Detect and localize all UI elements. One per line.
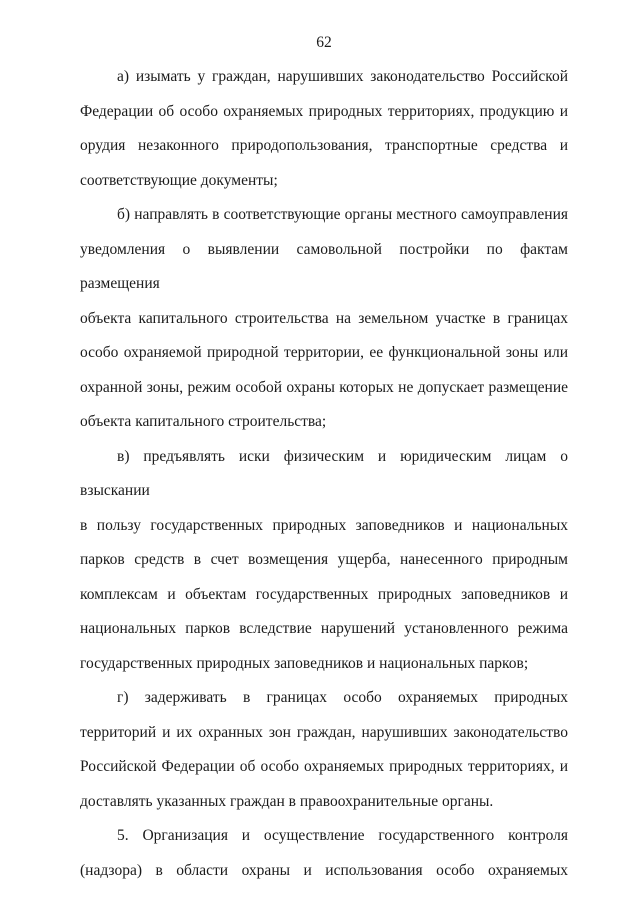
text-line-item-a-1: а) изымать у граждан, нарушивших законодательство Российской (117, 68, 568, 85)
text-line-item-a-4: соответствующие документы; (80, 171, 278, 189)
text-line-item-v-6: государственных природных заповедников и национальных парков; (80, 654, 529, 672)
text-line-item-g-1: г) задерживать в границах особо охраняемых природных (117, 689, 568, 706)
text-line-item-g-3: Российской Федерации об особо охраняемых природных территориях, и (80, 758, 568, 775)
page-number: 62 (316, 34, 332, 51)
text-line-item-v-4: комплексам и объектам государственных природных заповедников и (80, 585, 568, 603)
text-line-item-b-1: б) направлять в соответствующие органы местного самоуправления (117, 206, 568, 223)
text-line-item-b-2: уведомления о выявлении самовольной постройки по фактам размещения (80, 240, 568, 292)
text-line-item-a-3: орудия незаконного природопользования, транспортные средства и (80, 137, 568, 154)
document-body (80, 60, 568, 888)
text-line-item-g-2: территорий и их охранных зон граждан, нарушивших законодательство (80, 723, 568, 741)
text-line-clause-5-2: (надзора) в области охраны и использования особо охраняемых (80, 861, 568, 879)
text-line-item-b-6: объекта капитального строительства; (80, 413, 327, 430)
text-line-clause-5-1: 5. Организация и осуществление государственного контроля (117, 827, 568, 844)
text-line-item-b-5: охранной зоны, режим особой охраны которых не допускает размещение (80, 378, 568, 396)
text-line-item-a-2: Федерации об особо охраняемых природных территориях, продукцию и (80, 102, 568, 120)
text-line-item-g-4: доставлять указанных граждан в правоохранительные органы. (80, 792, 494, 810)
text-line-item-v-2: в пользу государственных природных заповедников и национальных (80, 516, 568, 534)
text-line-item-v-5: национальных парков вследствие нарушений установленного режима (80, 620, 568, 637)
text-line-item-b-3: объекта капитального строительства на земельном участке в границах (80, 309, 568, 327)
text-line-item-v-3: парков средств в счет возмещения ущерба, нанесенного природным (80, 551, 568, 568)
text-line-item-b-4: особо охраняемой природной территории, ее функциональной зоны или (80, 344, 568, 361)
text-line-item-v-1: в) предъявлять иски физическим и юридическим лицам о взыскании (80, 447, 568, 499)
